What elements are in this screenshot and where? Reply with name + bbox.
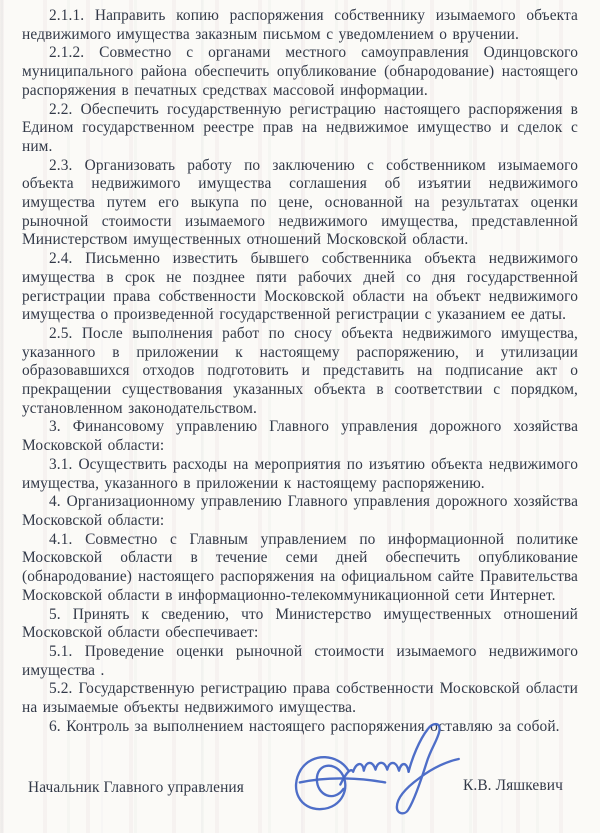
paragraph-2-5: 2.5. После выполнения работ по сносу объекта недвижимого имущества, указанного в приложении к настоящему распоряжению, и утилизации образовавшихся отходов подготовить и представить на подписание акт о прекращении существования указанных объекта в соответствии с порядком, установленном законодательством. [22, 324, 578, 417]
paragraph-2-1-2: 2.1.2. Совместно с органами местного самоуправления Одинцовского муниципального района обеспечить опубликование (обнародование) настоящего распоряжения в печатных средствах массовой информации. [22, 44, 578, 99]
handwritten-signature-icon [287, 716, 463, 819]
paragraph-4: 4. Организационному управлению Главного управления дорожного хозяйства Московской области: [22, 493, 578, 529]
signoff-signatory-name: К.В. Ляшкевич [463, 777, 563, 794]
signoff-position-title: Начальник Главного управления [28, 779, 244, 796]
paragraph-2-4: 2.4. Письменно известить бывшего собственника объекта недвижимого имущества в срок не позднее пяти рабочих дней со дня государственной регистрации права собственности Московской области на объект недвижимого имущества о произведенной государственной регистрации с указанием ее даты. [22, 250, 578, 324]
paragraph-2-1-1: 2.1.1. Направить копию распоряжения собственнику изымаемого объекта недвижимого имущества заказным письмом с уведомлением о вручении. [22, 7, 578, 43]
paragraph-6: 6. Контроль за выполнением настоящего распоряжения оставляю за собой. [49, 717, 560, 735]
document-body [22, 7, 578, 736]
paragraph-4-1: 4.1. Совместно с Главным управлением по информационной политике Московской области в течение семи дней обеспечить опубликование (обнародование) настоящего распоряжения на официальном сайте Правительства Московской области в информационно-телекоммуникационной сети Интернет. [22, 530, 578, 604]
paragraph-5-1: 5.1. Проведение оценки рыночной стоимости изымаемого недвижимого имущества . [22, 642, 578, 679]
paragraph-5: 5. Принять к сведению, что Министерство имущественных отношений Московской области обеспечивает: [22, 605, 578, 642]
paragraph-3: 3. Финансовому управлению Главного управления дорожного хозяйства Московской области: [22, 418, 578, 455]
paragraph-3-1: 3.1. Осуществить расходы на мероприятия по изъятию объекта недвижимого имущества, указанного в приложении к настоящему распоряжению. [22, 455, 578, 492]
paragraph-2-2: 2.2. Обеспечить государственную регистрацию настоящего распоряжения в Едином государственном реестре прав на недвижимое имущество и сделок с ним. [22, 100, 578, 155]
paragraph-2-3: 2.3. Организовать работу по заключению с собственником изымаемого объекта недвижимого имущества соглашения об изъятии недвижимого имущества путем его выкупа по цене, основанной на результатах оценки рыночной стоимости изымаемого недвижимого имущества, представленной Министерством имущественных отношений Московской области. [22, 156, 578, 249]
paragraph-5-2: 5.2. Государственную регистрацию права собственности Московской области на изымаемые объекты недвижимого имущества. [22, 680, 578, 717]
